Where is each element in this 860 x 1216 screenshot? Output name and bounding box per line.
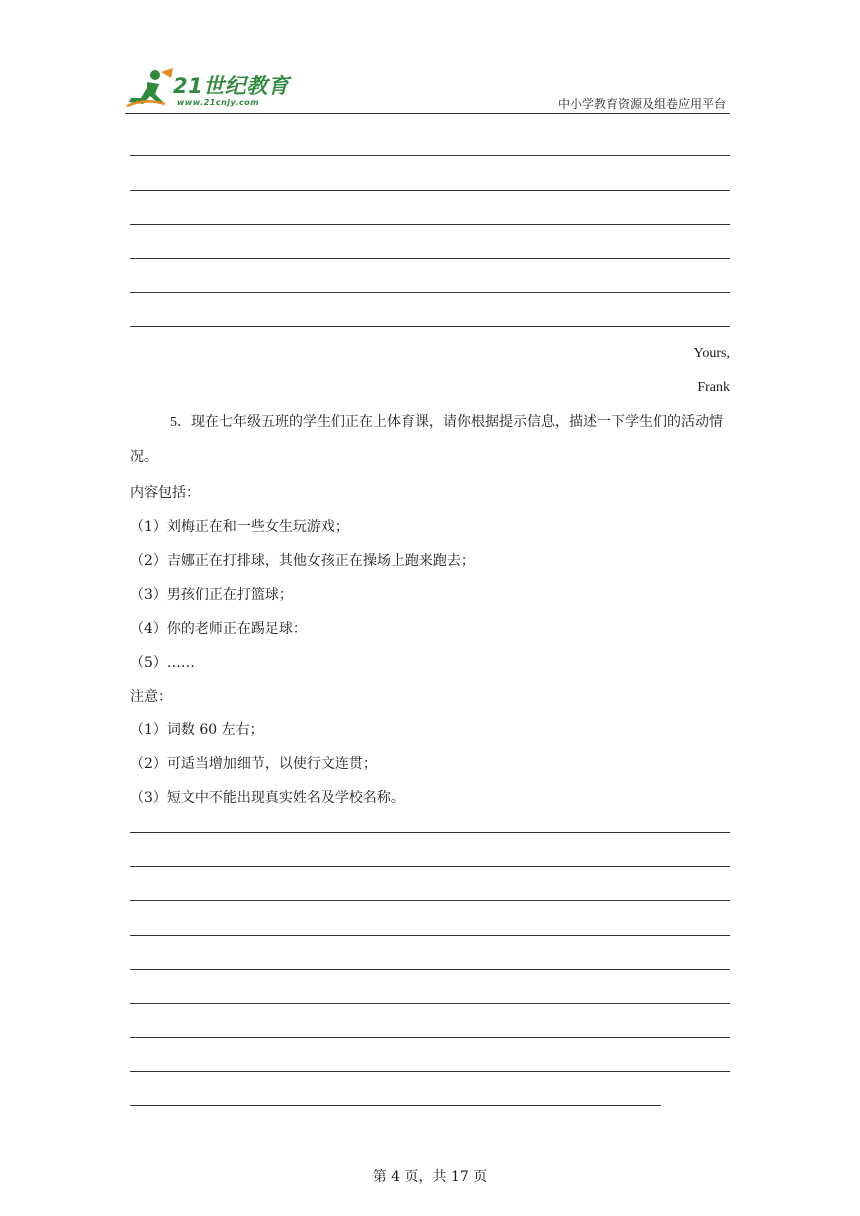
answer-line[interactable] — [130, 1071, 730, 1072]
question-prompt — [130, 405, 730, 475]
content-item: （4）你的老师正在踢足球： — [130, 621, 307, 637]
runner-logo-icon — [125, 68, 175, 110]
answer-line[interactable] — [130, 832, 730, 833]
answer-line[interactable] — [130, 190, 730, 191]
answer-line[interactable] — [130, 224, 730, 225]
platform-name: 中小学教育资源及组卷应用平台 — [557, 97, 726, 111]
answer-line[interactable] — [130, 326, 730, 327]
answer-line[interactable] — [130, 900, 730, 901]
page-header — [125, 66, 730, 116]
header-divider — [125, 113, 730, 114]
logo — [125, 66, 295, 114]
notes-item: （2）可适当增加细节，以使行文连贯； — [130, 756, 377, 772]
question-number: 5． — [170, 415, 191, 430]
answer-line[interactable] — [130, 969, 730, 970]
answer-line-short[interactable] — [130, 1105, 661, 1106]
answer-line[interactable] — [130, 1003, 730, 1004]
content-heading: 内容包括： — [130, 485, 200, 501]
content-item: （5）…… — [130, 655, 195, 671]
content-item: （3）男孩们正在打篮球； — [130, 587, 293, 603]
logo-text: 21世纪教育 — [173, 74, 290, 98]
question-text: 现在七年级五班的学生们正在上体育课，请你根据提示信息，描述一下学生们的活动情况。 — [130, 414, 723, 465]
answer-line[interactable] — [130, 292, 730, 293]
answer-line[interactable] — [130, 258, 730, 259]
notes-heading: 注意： — [130, 689, 172, 705]
content-item: （2）吉娜正在打排球，其他女孩正在操场上跑来跑去； — [130, 553, 475, 569]
answer-line[interactable] — [130, 866, 730, 867]
logo-url: www.21cnjy.com — [177, 98, 260, 107]
page-number: 第 4 页，共 17 页 — [372, 1169, 488, 1185]
notes-item: （1）词数 60 左右； — [130, 722, 264, 738]
answer-line[interactable] — [130, 155, 730, 156]
content-item: （1）刘梅正在和一些女生玩游戏； — [130, 519, 349, 535]
letter-closing: Yours, — [693, 346, 730, 361]
answer-line[interactable] — [130, 1037, 730, 1038]
notes-item: （3）短文中不能出现真实姓名及学校名称。 — [130, 790, 405, 806]
answer-line[interactable] — [130, 935, 730, 936]
letter-signature: Frank — [697, 380, 730, 395]
